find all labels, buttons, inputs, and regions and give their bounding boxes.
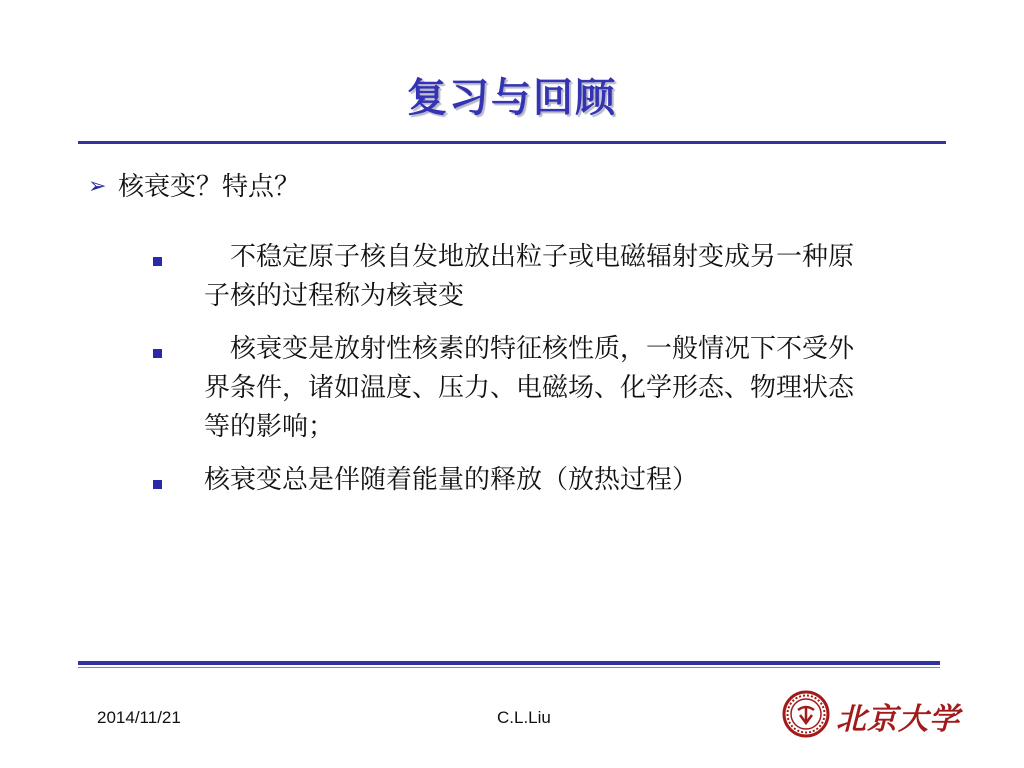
bullet-list xyxy=(150,238,870,514)
title-divider xyxy=(78,141,946,144)
university-seal-icon xyxy=(782,690,830,738)
footer-divider xyxy=(78,661,940,665)
university-logo xyxy=(782,690,960,738)
square-bullet-icon xyxy=(153,257,162,266)
bullet-text: 核衰变是放射性核素的特征核性质，一般情况下不受外界条件，诸如温度、压力、电磁场、化学形态、物理状态等的影响； xyxy=(204,334,855,442)
bullet-item xyxy=(150,461,870,500)
arrow-bullet-icon: ➢ xyxy=(88,174,107,199)
level1-item-text: 核衰变？特点？ xyxy=(118,172,301,202)
footer-divider-thin xyxy=(78,667,940,668)
logo-text: 北京大学 xyxy=(836,702,960,737)
slide-title: 复习与回顾 xyxy=(407,75,617,121)
bullet-text: 不稳定原子核自发地放出粒子或电磁辐射变成另一种原子核的过程称为核衰变 xyxy=(204,242,855,311)
bullet-item xyxy=(150,330,870,447)
bullet-text: 核衰变总是伴随着能量的释放（放热过程） xyxy=(204,465,699,495)
square-bullet-icon xyxy=(153,349,162,358)
level1-item xyxy=(88,166,300,203)
bullet-item xyxy=(150,238,870,316)
footer-date: 2014/11/21 xyxy=(97,708,181,727)
footer-author: C.L.Liu xyxy=(497,708,551,727)
square-bullet-icon xyxy=(153,480,162,489)
